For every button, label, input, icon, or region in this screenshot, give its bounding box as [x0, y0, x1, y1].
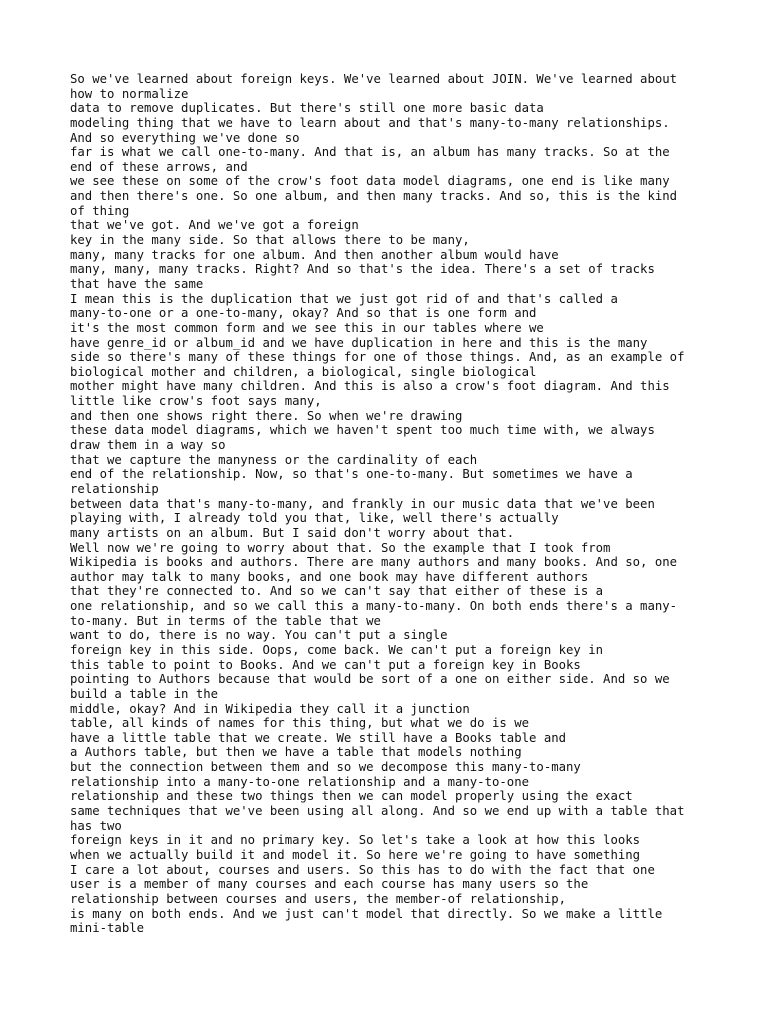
text-line: of thing	[70, 203, 130, 218]
text-line: I care a lot about, courses and users. So this has to do with the fact that one	[70, 862, 655, 877]
text-line: many artists on an album. But I said don't worry about that.	[70, 525, 515, 540]
text-line: foreign keys in it and no primary key. So let's take a look at how this looks	[70, 833, 641, 848]
text-line: these data model diagrams, which we haven't spent too much time with, we always	[70, 423, 655, 438]
text-line: relationship	[70, 481, 159, 496]
text-line: between data that's many-to-many, and frankly in our music data that we've been	[70, 496, 655, 511]
text-line: one relationship, and so we call this a many-to-many. On both ends there's a many-	[70, 599, 678, 614]
text-line: end of the relationship. Now, so that's one-to-many. But sometimes we have a	[70, 467, 633, 482]
text-line: it's the most common form and we see this in our tables where we	[70, 320, 544, 335]
text-line: when we actually build it and model it. So here we're going to have something	[70, 847, 641, 862]
text-line: far is what we call one-to-many. And that is, an album has many tracks. So at the	[70, 145, 670, 160]
text-line: same techniques that we've been using all along. And so we end up with a table that	[70, 804, 685, 819]
text-line: that we capture the manyness or the cardinality of each	[70, 452, 478, 467]
text-line: want to do, there is no way. You can't put a single	[70, 628, 448, 643]
text-line: foreign key in this side. Oops, come back. We can't put a foreign key in	[70, 642, 604, 657]
text-line: little like crow's foot says many,	[70, 394, 322, 409]
text-line: we see these on some of the crow's foot data model diagrams, one end is like many	[70, 174, 670, 189]
transcript-page	[70, 72, 710, 936]
text-line: end of these arrows, and	[70, 159, 248, 174]
text-line: but the connection between them and so we decompose this many-to-many	[70, 760, 581, 775]
text-line: many-to-one or a one-to-many, okay? And so that is one form and	[70, 306, 537, 321]
text-line: many, many tracks for one album. And then another album would have	[70, 247, 559, 262]
text-line: mother might have many children. And this is also a crow's foot diagram. And this	[70, 379, 670, 394]
text-line: And so everything we've done so	[70, 130, 300, 145]
text-line: to-many. But in terms of the table that we	[70, 613, 381, 628]
text-line: how to normalize	[70, 86, 189, 101]
text-line: pointing to Authors because that would be sort of a one on either side. And so we	[70, 672, 670, 687]
text-line: Wikipedia is books and authors. There are many authors and many books. And so, one	[70, 555, 678, 570]
text-line: author may talk to many books, and one book may have different authors	[70, 569, 589, 584]
text-line: modeling thing that we have to learn about and that's many-to-many relationships.	[70, 115, 670, 130]
text-line: have a little table that we create. We still have a Books table and	[70, 730, 567, 745]
text-line: has two	[70, 818, 122, 833]
text-line: that we've got. And we've got a foreign	[70, 218, 359, 233]
text-line: side so there's many of these things for one of those things. And, as an example of	[70, 350, 685, 365]
text-line: table, all kinds of names for this thing, but what we do is we	[70, 716, 530, 731]
text-line: user is a member of many courses and each course has many users so the	[70, 877, 589, 892]
text-line: that they're connected to. And so we can't say that either of these is a	[70, 584, 604, 599]
text-line: is many on both ends. And we just can't model that directly. So we make a little	[70, 906, 663, 921]
text-line: key in the many side. So that allows there to be many,	[70, 233, 470, 248]
text-line: this table to point to Books. And we can't put a foreign key in Books	[70, 657, 581, 672]
text-line: and then one shows right there. So when we're drawing	[70, 408, 463, 423]
text-line: draw them in a way so	[70, 438, 226, 453]
text-line: relationship into a many-to-one relationship and a many-to-one	[70, 774, 530, 789]
text-line: I mean this is the duplication that we just got rid of and that's called a	[70, 291, 618, 306]
text-line: Well now we're going to worry about that. So the example that I took from	[70, 540, 611, 555]
text-line: mini-table	[70, 921, 145, 936]
text-line: many, many, many tracks. Right? And so that's the idea. There's a set of tracks	[70, 262, 655, 277]
text-line: biological mother and children, a biological, single biological	[70, 364, 537, 379]
text-line: and then there's one. So one album, and then many tracks. And so, this is the kind	[70, 189, 678, 204]
text-line: relationship and these two things then we can model properly using the exact	[70, 789, 633, 804]
text-line: So we've learned about foreign keys. We've learned about JOIN. We've learned about	[70, 72, 678, 86]
text-line: have genre_id or album_id and we have duplication in here and this is the many	[70, 335, 648, 350]
text-line: middle, okay? And in Wikipedia they call it a junction	[70, 701, 470, 716]
text-line: that have the same	[70, 276, 204, 291]
text-line: data to remove duplicates. But there's still one more basic data	[70, 101, 544, 116]
text-line: build a table in the	[70, 686, 219, 701]
text-line: relationship between courses and users, the member-of relationship,	[70, 891, 567, 906]
text-line: a Authors table, but then we have a table that models nothing	[70, 745, 522, 760]
text-line: playing with, I already told you that, like, well there's actually	[70, 511, 559, 526]
